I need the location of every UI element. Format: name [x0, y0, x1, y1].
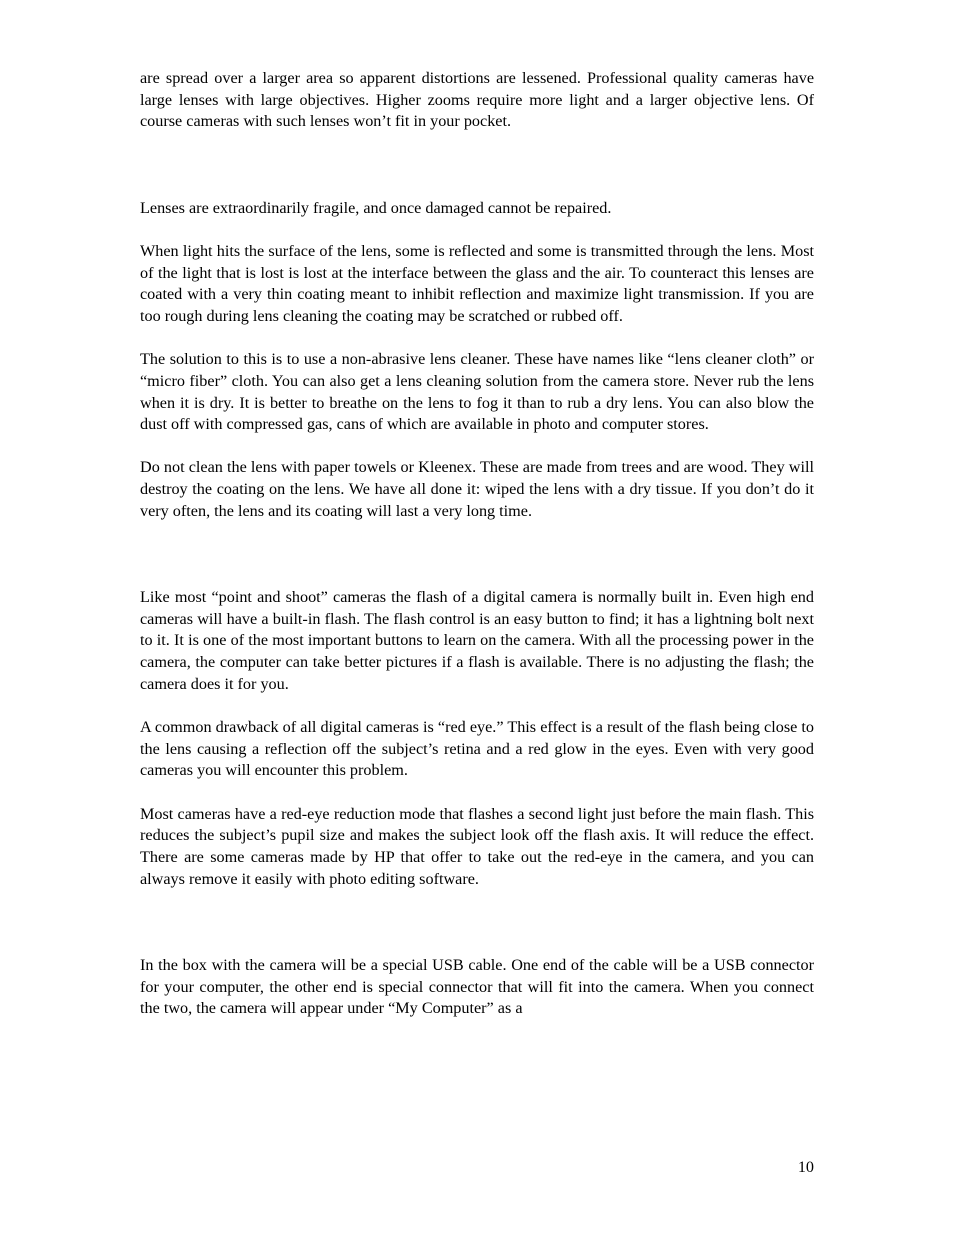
section-gap — [140, 890, 814, 955]
section-gap — [140, 523, 814, 588]
paragraph-lens-coating: When light hits the surface of the lens, some is reflected and some is transmitted through the lens. Most of the light that is lost is lost at the interface between the glass and the air. To counteract this lenses are coated with a very thin coating meant to inhibit reflection and maximize light transmission. If you are too rough during lens cleaning the coating may be scratched or rubbed off. — [140, 241, 814, 325]
section-gap — [140, 133, 814, 198]
paragraph-red-eye-reduction: Most cameras have a red-eye reduction mode that flashes a second light just before the main flash. This reduces the subject’s pupil size and makes the subject look off the flash axis. It will reduce the effect. There are some cameras made by HP that offer to take out the red-eye in the camera, and you can always remove it easily with photo editing software. — [140, 804, 814, 888]
paragraph-flash-builtin: Like most “point and shoot” cameras the flash of a digital camera is normally built in. Even high end cameras will have a built-in flash. The flash control is an easy button to find; it has a lightning bolt next to it. It is one of the most important buttons to learn on the camera. With all the processing power in the camera, the computer can take better pictures if a flash is available. There is no adjusting the flash; the camera does it for you. — [140, 588, 814, 693]
paragraph-gap — [140, 782, 814, 804]
page-number: 10 — [797, 1158, 814, 1176]
page-body — [140, 68, 814, 1020]
paragraph-lens-size: are spread over a larger area so apparent distortions are lessened. Professional quality cameras have large lenses with large objectives. Higher zooms require more light and a larger objective lens. Of course cameras with such lenses won’t fit in your pocket. — [140, 69, 814, 131]
paragraph-red-eye: A common drawback of all digital cameras is “red eye.” This effect is a result of the flash being close to the lens causing a reflection off the subject’s retina and a red glow in the eyes. Even with very good cameras you will encounter this problem. — [140, 718, 814, 780]
paragraph-gap — [140, 219, 814, 241]
paragraph-lens-fragile: Lenses are extraordinarily fragile, and once damaged cannot be repaired. — [140, 198, 612, 217]
paragraph-gap — [140, 328, 814, 350]
paragraph-lens-tissue: Do not clean the lens with paper towels or Kleenex. These are made from trees and are wood. They will destroy the coating on the lens. We have all done it: wiped the lens with a dry tissue. If you don’t do it very often, the lens and its coating will last a very long time. — [140, 458, 814, 520]
paragraph-lens-cleaner: The solution to this is to use a non-abrasive lens cleaner. These have names like “lens cleaner cloth” or “micro fiber” cloth. You can also get a lens cleaning solution from the camera store. Never rub the lens when it is dry. It is better to breathe on the lens to fog it than to rub a dry lens. You can also blow the dust off with compressed gas, cans of which are available in photo and computer stores. — [140, 350, 814, 434]
paragraph-usb-cable: In the box with the camera will be a special USB cable. One end of the cable will be a USB connector for your computer, the other end is special connector that will fit into the camera. When you connect the two, the camera will appear under “My Computer” as a — [140, 955, 814, 1018]
paragraph-gap — [140, 696, 814, 718]
paragraph-gap — [140, 436, 814, 458]
